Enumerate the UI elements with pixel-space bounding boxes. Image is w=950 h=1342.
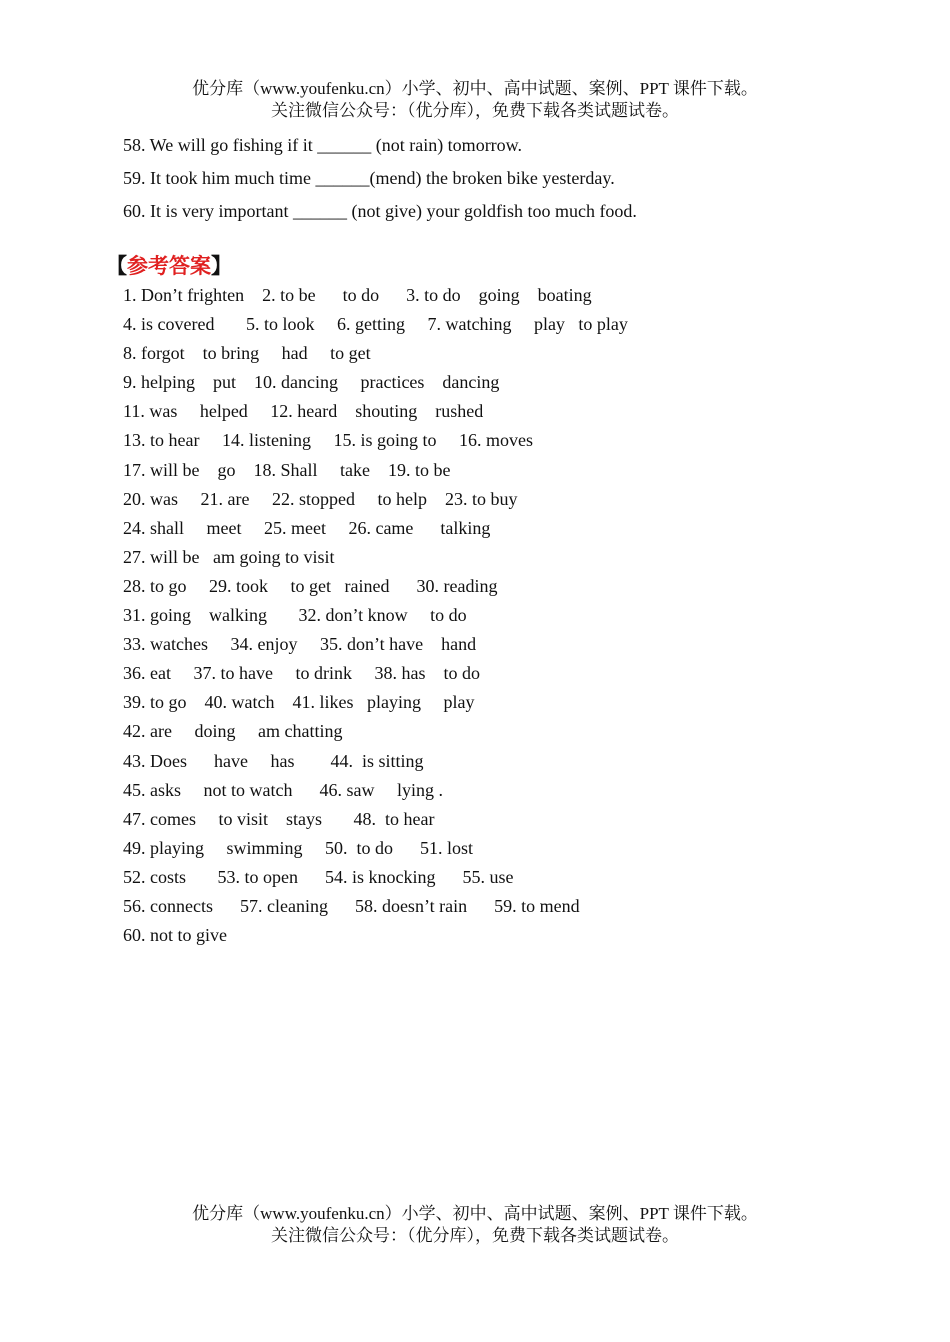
answer-row: 33. watches 34. enjoy 35. don’t have hand bbox=[123, 634, 477, 655]
heading-bracket-close: 】 bbox=[211, 254, 232, 278]
answer-row: 56. connects 57. cleaning 58. doesn’t rain 59. to mend bbox=[123, 895, 580, 916]
question-59: 59. It took him much time ______(mend) the broken bike yesterday. bbox=[123, 168, 615, 188]
page-header bbox=[0, 78, 950, 122]
answer-row: 17. will be go 18. Shall take 19. to be bbox=[123, 459, 451, 480]
answer-row: 36. eat 37. to have to drink 38. has to do bbox=[123, 663, 480, 684]
question-58: 58. We will go fishing if it ______ (not rain) tomorrow. bbox=[123, 135, 523, 155]
answer-row: 27. will be am going to visit bbox=[123, 546, 335, 567]
answer-row: 1. Don’t frighten 2. to be to do 3. to do going boating bbox=[123, 285, 592, 305]
answer-row: 4. is covered 5. to look 6. getting 7. watching play to play bbox=[123, 314, 628, 335]
answer-row: 20. was 21. are 22. stopped to help 23. to buy bbox=[123, 488, 518, 509]
answer-row: 39. to go 40. watch 41. likes playing play bbox=[123, 692, 475, 713]
answer-row: 28. to go 29. took to get rained 30. reading bbox=[123, 575, 498, 596]
question-list bbox=[123, 129, 637, 228]
question-60: 60. It is very important ______ (not give) your goldfish too much food. bbox=[123, 201, 637, 221]
answer-row: 11. was helped 12. heard shouting rushed bbox=[123, 401, 484, 422]
answer-row: 24. shall meet 25. meet 26. came talking bbox=[123, 517, 491, 538]
header-line-1: 优分库（www.youfenku.cn）小学、初中、高中试题、案例、PPT 课件下载。 bbox=[192, 79, 758, 98]
answer-key-heading bbox=[106, 252, 232, 280]
answer-row: 9. helping put 10. dancing practices dancing bbox=[123, 372, 500, 393]
page-footer bbox=[0, 1203, 950, 1247]
answer-row: 49. playing swimming 50. to do 51. lost bbox=[123, 837, 474, 858]
answer-row: 43. Does have has 44. is sitting bbox=[123, 750, 424, 771]
heading-bracket-open: 【 bbox=[106, 254, 127, 278]
header-line-2: 关注微信公众号：（优分库），免费下载各类试题试卷。 bbox=[271, 101, 679, 120]
footer-line-1: 优分库（www.youfenku.cn）小学、初中、高中试题、案例、PPT 课件下载。 bbox=[192, 1204, 758, 1223]
answer-row: 8. forgot to bring had to get bbox=[123, 343, 371, 364]
answer-row: 42. are doing am chatting bbox=[123, 721, 343, 742]
answer-row: 45. asks not to watch 46. saw lying . bbox=[123, 779, 443, 800]
footer-line-2: 关注微信公众号：（优分库），免费下载各类试题试卷。 bbox=[271, 1226, 679, 1245]
answer-row: 13. to hear 14. listening 15. is going to 16. moves bbox=[123, 430, 533, 451]
answer-row: 52. costs 53. to open 54. is knocking 55. use bbox=[123, 866, 514, 887]
answer-row: 60. not to give bbox=[123, 925, 227, 946]
heading-title: 参考答案 bbox=[127, 254, 211, 278]
answer-row: 31. going walking 32. don’t know to do bbox=[123, 605, 467, 626]
answer-row: 47. comes to visit stays 48. to hear bbox=[123, 808, 435, 829]
answer-key-list bbox=[123, 281, 628, 950]
